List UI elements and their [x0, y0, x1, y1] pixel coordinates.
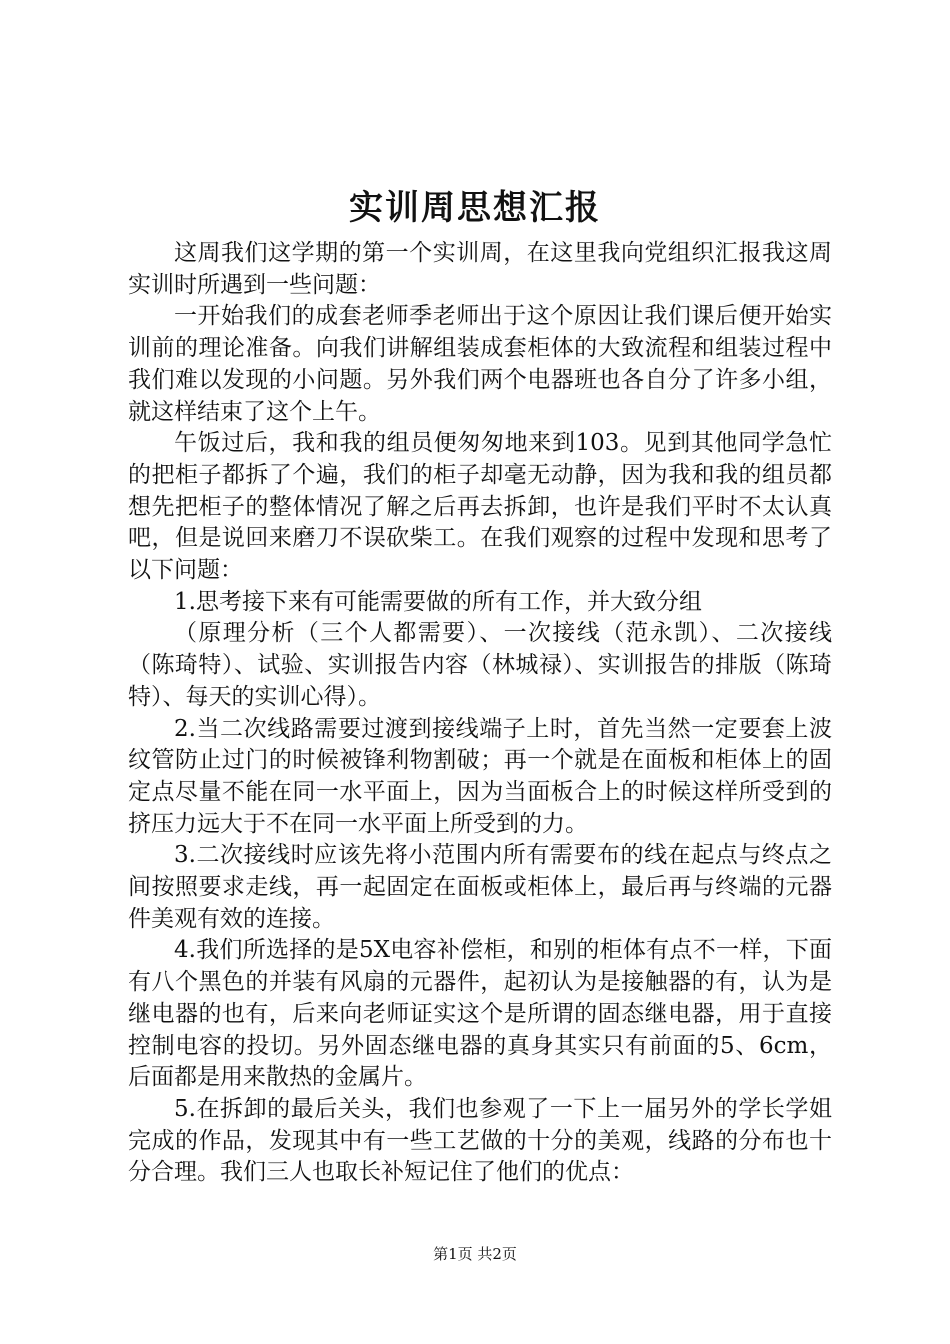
list-item-5: 5.在拆卸的最后关头，我们也参观了一下上一届另外的学长学姐完成的作品，发现其中有一些工艺做的十分的美观，线路的分布也十分合理。我们三人也取长补短记住了他们的优点：	[128, 1095, 832, 1186]
paragraph-morning: 一开始我们的成套老师季老师出于这个原因让我们课后便开始实训前的理论准备。向我们讲解组装成套柜体的大致流程和组装过程中我们难以发现的小问题。另外我们两个电器班也各自分了许多小组，就这样结束了这个上午。	[128, 303, 832, 425]
paragraph-afternoon: 午饭过后，我和我的组员便匆匆地来到103。见到其他同学急忙的把柜子都拆了个遍，我们的柜子却毫无动静，因为我和我的组员都想先把柜子的整体情况了解之后再去拆卸，也许是我们平时不太认真吧，但是说回来磨刀不误砍柴工。在我们观察的过程中发现和思考了以下问题：	[128, 430, 832, 584]
list-item-2: 2.当二次线路需要过渡到接线端子上时，首先当然一定要套上波纹管防止过门的时候被锋利物割破；再一个就是在面板和柜体上的固定点尽量不能在同一水平面上，因为当面板合上的时候这样所受到的挤压力远大于不在同一水平面上所受到的力。	[128, 715, 832, 837]
page-footer: 第1页 共2页	[433, 1245, 517, 1263]
list-item-1-detail: （原理分析（三个人都需要）、一次接线（范永凯）、二次接线（陈琦特）、试验、实训报告内容（林城禄）、实训报告的排版（陈琦特）、每天的实训心得）。	[128, 620, 832, 710]
document-title: 实训周思想汇报	[349, 188, 601, 228]
list-item-3: 3.二次接线时应该先将小范围内所有需要布的线在起点与终点之间按照要求走线，再一起固定在面板或柜体上，最后再与终端的元器件美观有效的连接。	[128, 842, 832, 932]
list-item-4: 4.我们所选择的是5X电容补偿柜，和别的柜体有点不一样，下面有八个黑色的并装有风扇的元器件，起初认为是接触器的有，认为是继电器的也有，后来向老师证实这个是所谓的固态继电器，用于直接控制电容的投切。另外固态继电器的真身其实只有前面的5、6cm，后面都是用来散热的金属片。	[128, 937, 832, 1091]
document-body	[128, 238, 832, 1189]
list-item-1: 1.思考接下来有可能需要做的所有工作，并大致分组	[174, 588, 702, 615]
paragraph-intro: 这周我们这学期的第一个实训周，在这里我向党组织汇报我这周实训时所遇到一些问题：	[128, 240, 832, 298]
